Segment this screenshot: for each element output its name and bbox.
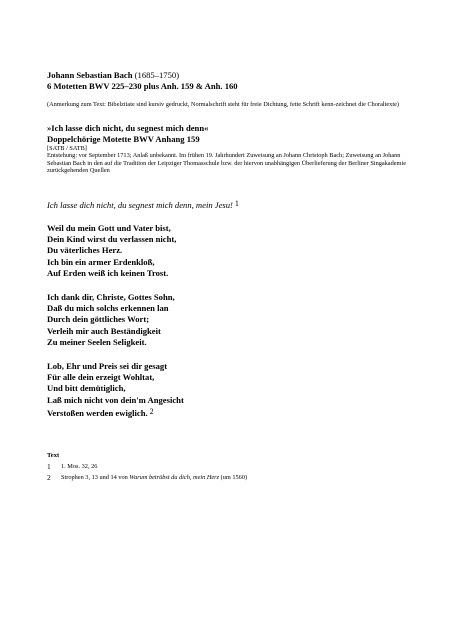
verse-line: Durch dein göttliches Wort; bbox=[47, 314, 150, 325]
verse-line: Auf Erden weiß ich keinen Trost. bbox=[47, 268, 169, 279]
origin-note: Entstehung: vor September 1713; Anlaß unbekannt. Im frühen 19. Jahrhundert Zuweisung an Johann Christoph Bach; Zuweisung an Johann Sebastian Bach in den auf die Tradition der Leipziger Thomasschule bzw. der hiervon unabhängigen Überlieferung der Berliner Singakademie zurückgehenden Quellen bbox=[47, 152, 406, 175]
verse-line: Zu meiner Seelen Seligkeit. bbox=[47, 337, 147, 348]
work-title: »Ich lasse dich nicht, du segnest mich denn« bbox=[47, 122, 209, 133]
composer-name: Johann Sebastian Bach bbox=[47, 70, 133, 80]
document-page bbox=[47, 70, 417, 482]
footnote-2 bbox=[47, 474, 417, 482]
verse-line: Verleih mir auch Beständigkeit bbox=[47, 325, 161, 336]
footnote-1 bbox=[47, 463, 417, 471]
footnote-text bbox=[61, 474, 417, 482]
stanza-1 bbox=[47, 223, 417, 280]
collection-title: 6 Motetten BWV 225–230 plus Anh. 159 & Anh. 160 bbox=[47, 81, 238, 91]
verse-line: Du väterliches Herz. bbox=[47, 245, 123, 256]
chorale-title: Warum betrübst du dich, mein Herz bbox=[129, 473, 220, 481]
footnote-ref-1: 1 bbox=[234, 198, 239, 208]
bible-quote bbox=[47, 198, 417, 211]
footnote-text-after: (um 1560) bbox=[220, 473, 248, 481]
verse-line bbox=[47, 406, 417, 419]
stanza-3 bbox=[47, 361, 417, 420]
composer-line bbox=[47, 70, 417, 81]
scoring: [SATB / SATB] bbox=[47, 144, 87, 152]
verse-line: Dein Kind wirst du verlassen nicht, bbox=[47, 234, 177, 244]
footnote-text: 1. Mos. 32, 26 bbox=[61, 462, 98, 470]
verse-line: Für alle dein erzeigt Wohltat, bbox=[47, 372, 155, 383]
verse-line: Weil du mein Gott und Vater bist, bbox=[47, 222, 171, 233]
footnote-text-before: Strophen 3, 13 und 14 von bbox=[61, 473, 128, 481]
bible-quote-text: Ich lasse dich nicht, du segnest mich denn, mein Jesu! bbox=[47, 199, 233, 210]
footnotes-heading: Text bbox=[47, 451, 60, 459]
work-subtitle: Doppelchörige Motette BWV Anhang 159 bbox=[47, 133, 200, 144]
footnotes-section bbox=[47, 452, 417, 482]
verse-line: Ich dank dir, Christe, Gottes Sohn, bbox=[47, 291, 175, 302]
verse-line: Ich bin ein armer Erdenkloß, bbox=[47, 256, 155, 267]
annotation-note: (Anmerkung zum Text: Bibelzitate sind kursiv gedruckt, Normalschrift steht für freie Dichtung, fette Schrift kenn-zeichnet die Choraltexte) bbox=[47, 101, 399, 108]
verse-line: Daß du mich solchs erkennen lan bbox=[47, 303, 169, 314]
footnote-ref-2: 2 bbox=[149, 407, 154, 417]
composer-dates: (1685–1750) bbox=[134, 70, 180, 80]
verse-line: Und bitt demütiglich, bbox=[47, 383, 126, 394]
verse-line: Laß mich nicht von dein'm Angesicht bbox=[47, 394, 184, 405]
footnote-number: 1 bbox=[47, 461, 51, 471]
stanza-2 bbox=[47, 292, 417, 349]
verse-line: Lob, Ehr und Preis sei dir gesagt bbox=[47, 360, 168, 371]
verse-line-text: Verstoßen werden ewiglich. bbox=[47, 408, 148, 419]
footnote-number: 2 bbox=[47, 472, 51, 482]
